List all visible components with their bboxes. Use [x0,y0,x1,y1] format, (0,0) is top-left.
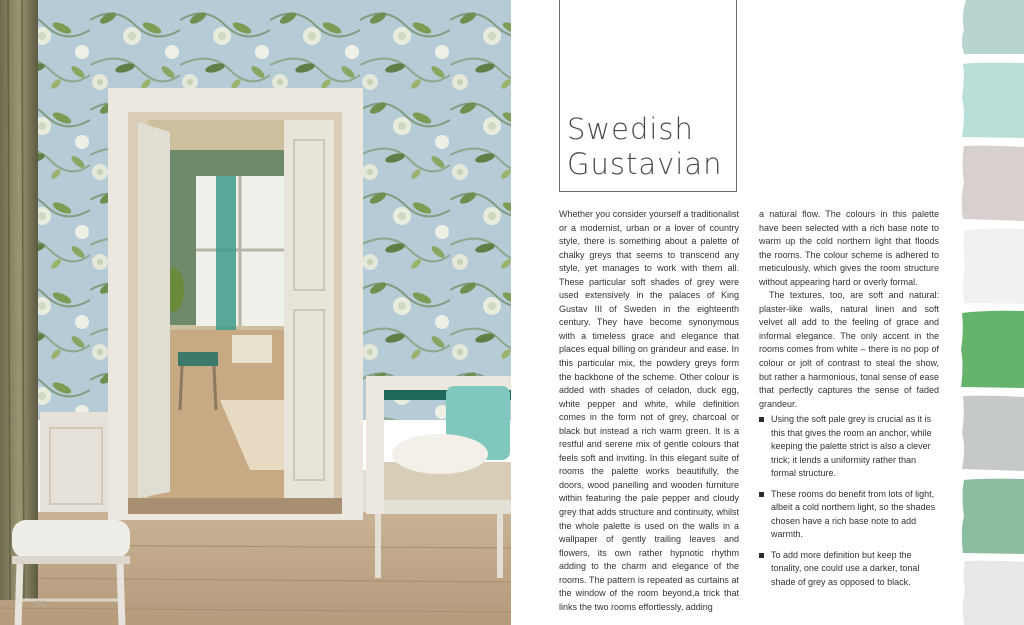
body-column-left [559,208,739,614]
room-photo [0,0,511,625]
tip-text: These rooms do benefit from lots of light, albeit a cold northern light, so the shades chosen have a rich base note to add warmth. [771,488,936,539]
swatch-white [960,228,1024,304]
tip-text: To add more definition but keep the tonality, one could use a darker, tonal shade of grey as opposed to black. [771,549,920,587]
swatch-sage-green [960,478,1024,554]
tip-text: Using the soft pale grey is crucial as it is this that gives the room an anchor, while keeping the palette strict is also a clever trick; it lends a uniformity rather than formal structure. [771,414,932,478]
swatch-pale-celadon [960,0,1024,54]
swatch-white-pepper [960,145,1024,221]
upholstered-stool [12,520,130,558]
tips-list [759,413,939,596]
swatch-cloudy-grey [960,395,1024,471]
swatch-rich-green [960,310,1024,388]
curtain [0,0,38,600]
white-pillow [392,434,488,474]
square-bullet-icon [759,492,764,497]
square-bullet-icon [759,417,764,422]
body-paragraph: a natural flow. The colours in this palette have been selected with a rich base note to warm up the cold northern light that floods the rooms. The colour scheme is adhered to meticulously, which gives the room structure without appearing hard or overly formal. [759,209,939,287]
body-column-right [759,208,939,411]
open-door-left [138,122,170,498]
chapter-title-line1: Swedish [567,112,694,146]
body-paragraph: Whether you consider yourself a traditionalist or a modernist, urban or a lover of country style, there is something about a palette of chalky greys that seems to transcend any style, yet manages to work with them all. These particular soft shades of grey were used extensively in the palaces of King Gustav III of Sweden in the eighteenth century. They have become synonymous with a timeless grace and elegance that places equal billing on grandeur and ease. In this particular mix, the powdery greys form the backbone of the scheme. Other colour is added with shades of celadon, duck egg, white pepper and white, while definition comes in the form not of grey, charcoal or black but instead a rich warm green. It is a restful and serene mix of gentle colours that feels soft and inviting. In this elegant suite of rooms the palette works beautifully, the doors, wood panelling and wooden furniture within featuring the pale pepper and cloudy grey that adds structure and continuity, whilst the whole palette is used on the walls in a wallpaper of gently trailing leaves and flowers, its own rather hypnotic rhythm adding to the charm and elegance of the rooms. The pattern is repeated as curtains at the window of the room beyond,a trick that links the two rooms effortlessly, adding [559,209,739,612]
tip-item [759,413,939,481]
swatch-soft-pale-grey [960,560,1024,625]
chapter-title-line2: Gustavian [567,147,723,181]
body-paragraph: The textures, too, are soft and natural: plaster-like walls, natural linen and soft velvet all add to the feeling of grace and informal elegance. The only accent in the rooms comes from white – there is no pop of colour or jolt of contrast to steal the show, but rather a harmonious, tonal sense of ease that perfectly captures the sense of faded grandeur. [759,290,939,409]
left-page-number: 56 [36,599,47,609]
chapter-title [567,112,737,182]
swatch-duck-egg [960,62,1024,138]
square-bullet-icon [759,553,764,558]
tip-item [759,549,939,590]
tip-item [759,488,939,542]
